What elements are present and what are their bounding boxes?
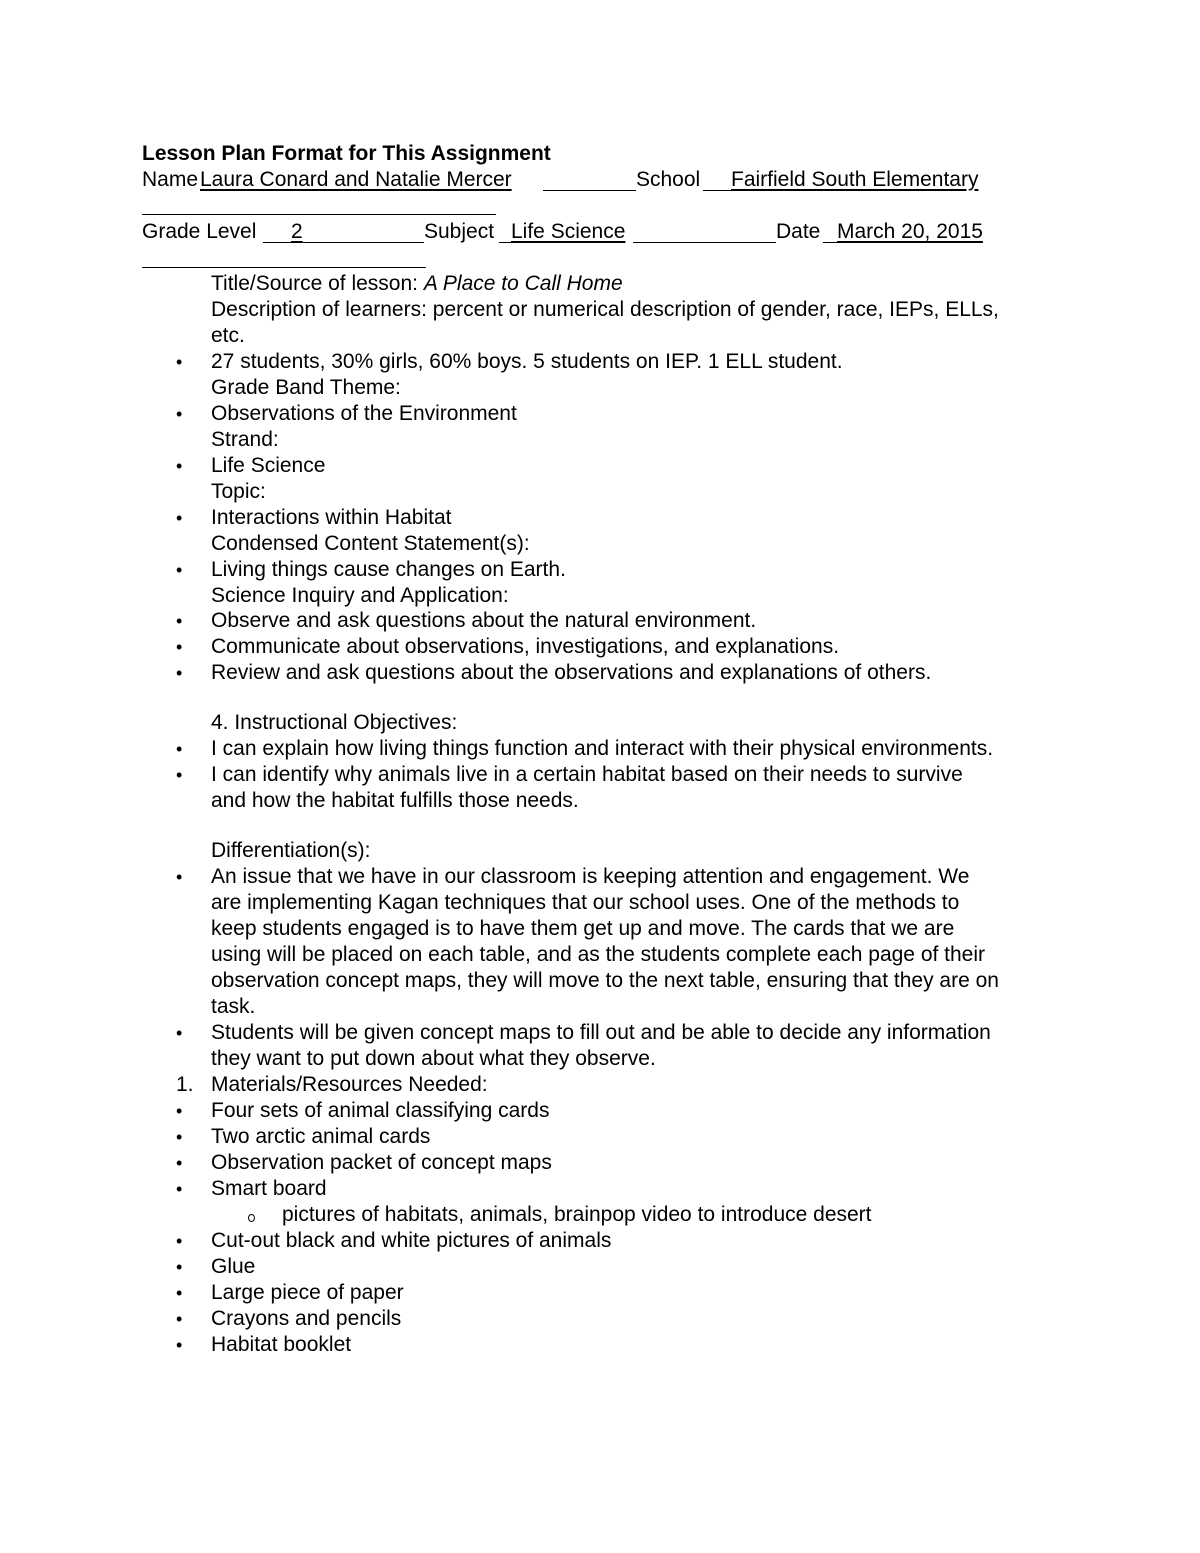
bullet-icon: • <box>176 765 183 785</box>
grade-value: 2 <box>291 220 303 243</box>
differentiation-item-line: task. <box>211 995 256 1018</box>
materials-label: Materials/Resources Needed: <box>211 1073 488 1096</box>
bullet-icon: • <box>176 456 183 476</box>
differentiation-item-line: they want to put down about what they observe. <box>211 1047 656 1070</box>
material-item: Glue <box>211 1255 256 1278</box>
bullet-icon: • <box>176 1257 183 1277</box>
bullet-icon: • <box>176 739 183 759</box>
grade-trailing-line <box>303 242 424 243</box>
subject-leading-line <box>499 242 511 243</box>
date-continuation-line <box>142 267 426 268</box>
lesson-title-line <box>211 271 623 297</box>
objective-item: I can explain how living things function and interact with their physical environments. <box>211 737 994 760</box>
subject-trailing-line <box>633 242 776 243</box>
inquiry-item: Review and ask questions about the observations and explanations of others. <box>211 661 932 684</box>
bullet-icon: • <box>176 352 183 372</box>
objective-item-line: and how the habitat fulfills those needs. <box>211 789 579 812</box>
date-value: March 20, 2015 <box>837 220 983 243</box>
differentiation-item-line: Students will be given concept maps to fill out and be able to decide any information <box>211 1021 991 1044</box>
bullet-icon: • <box>176 404 183 424</box>
material-item: Crayons and pencils <box>211 1307 402 1330</box>
bullet-icon: • <box>176 560 183 580</box>
material-item: Smart board <box>211 1177 327 1200</box>
document-title: Lesson Plan Format for This Assignment <box>142 142 551 165</box>
inquiry-item: Communicate about observations, investigations, and explanations. <box>211 635 840 658</box>
name-value: Laura Conard and Natalie Mercer <box>200 168 512 191</box>
school-leading-line <box>703 190 731 191</box>
date-label: Date <box>776 220 821 243</box>
learners-label-line-2: etc. <box>211 324 245 347</box>
differentiation-item-line: using will be placed on each table, and as the students complete each page of their <box>211 943 986 966</box>
differentiation-item-line: An issue that we have in our classroom is keeping attention and engagement. We <box>211 865 970 888</box>
materials-number: 1. <box>176 1073 194 1096</box>
material-item: Four sets of animal classifying cards <box>211 1099 550 1122</box>
inquiry-label: Science Inquiry and Application: <box>211 584 509 607</box>
strand-label: Strand: <box>211 428 279 451</box>
material-item: Observation packet of concept maps <box>211 1151 552 1174</box>
bullet-icon: • <box>176 1231 183 1251</box>
strand-value: Life Science <box>211 454 326 477</box>
topic-value: Interactions within Habitat <box>211 506 452 529</box>
material-item: Two arctic animal cards <box>211 1125 431 1148</box>
bullet-icon: • <box>176 1023 183 1043</box>
bullet-icon: • <box>176 1335 183 1355</box>
objectives-label: 4. Instructional Objectives: <box>211 711 458 734</box>
date-leading-line <box>823 242 837 243</box>
material-sub-item: pictures of habitats, animals, brainpop video to introduce desert <box>282 1203 872 1226</box>
bullet-icon: • <box>176 1153 183 1173</box>
learners-value: 27 students, 30% girls, 60% boys. 5 students on IEP. 1 ELL student. <box>211 350 843 373</box>
name-label: Name <box>142 168 199 191</box>
bullet-icon: • <box>176 1309 183 1329</box>
bullet-icon: • <box>176 663 183 683</box>
bullet-icon: • <box>176 1283 183 1303</box>
material-item: Habitat booklet <box>211 1333 352 1356</box>
bullet-icon: • <box>176 1127 183 1147</box>
bullet-icon: • <box>176 1179 183 1199</box>
bullet-icon: • <box>176 1101 183 1121</box>
grade-label: Grade Level <box>142 220 257 243</box>
objective-item-line: I can identify why animals live in a certain habitat based on their needs to survive <box>211 763 963 786</box>
lesson-title-value: A Place to Call Home <box>423 272 623 295</box>
subject-value: Life Science <box>511 220 626 243</box>
school-continuation-line <box>142 214 496 215</box>
lesson-title-label: Title/Source of lesson: <box>211 272 424 295</box>
content-statement-label: Condensed Content Statement(s): <box>211 532 530 555</box>
differentiation-item-line: keep students engaged is to have them get up and move. The cards that we are <box>211 917 955 940</box>
bullet-icon: • <box>176 508 183 528</box>
theme-value: Observations of the Environment <box>211 402 517 425</box>
hollow-bullet-icon <box>248 1214 255 1222</box>
topic-label: Topic: <box>211 480 266 503</box>
material-item: Large piece of paper <box>211 1281 404 1304</box>
bullet-icon: • <box>176 611 183 631</box>
subject-label: Subject <box>424 220 495 243</box>
bullet-icon: • <box>176 867 183 887</box>
name-blank-line <box>543 190 636 191</box>
bullet-icon: • <box>176 637 183 657</box>
content-statement-value: Living things cause changes on Earth. <box>211 558 566 581</box>
school-value: Fairfield South Elementary <box>731 168 979 191</box>
differentiation-label: Differentiation(s): <box>211 839 371 862</box>
learners-label-line-1: Description of learners: percent or numerical description of gender, race, IEPs, ELLs, <box>211 298 999 321</box>
theme-label: Grade Band Theme: <box>211 376 401 399</box>
differentiation-item-line: observation concept maps, they will move to the next table, ensuring that they are on <box>211 969 999 992</box>
grade-leading-line <box>263 242 291 243</box>
differentiation-item-line: are implementing Kagan techniques that our school uses. One of the methods to <box>211 891 960 914</box>
school-label: School <box>636 168 701 191</box>
material-item: Cut-out black and white pictures of animals <box>211 1229 612 1252</box>
inquiry-item: Observe and ask questions about the natural environment. <box>211 609 757 632</box>
